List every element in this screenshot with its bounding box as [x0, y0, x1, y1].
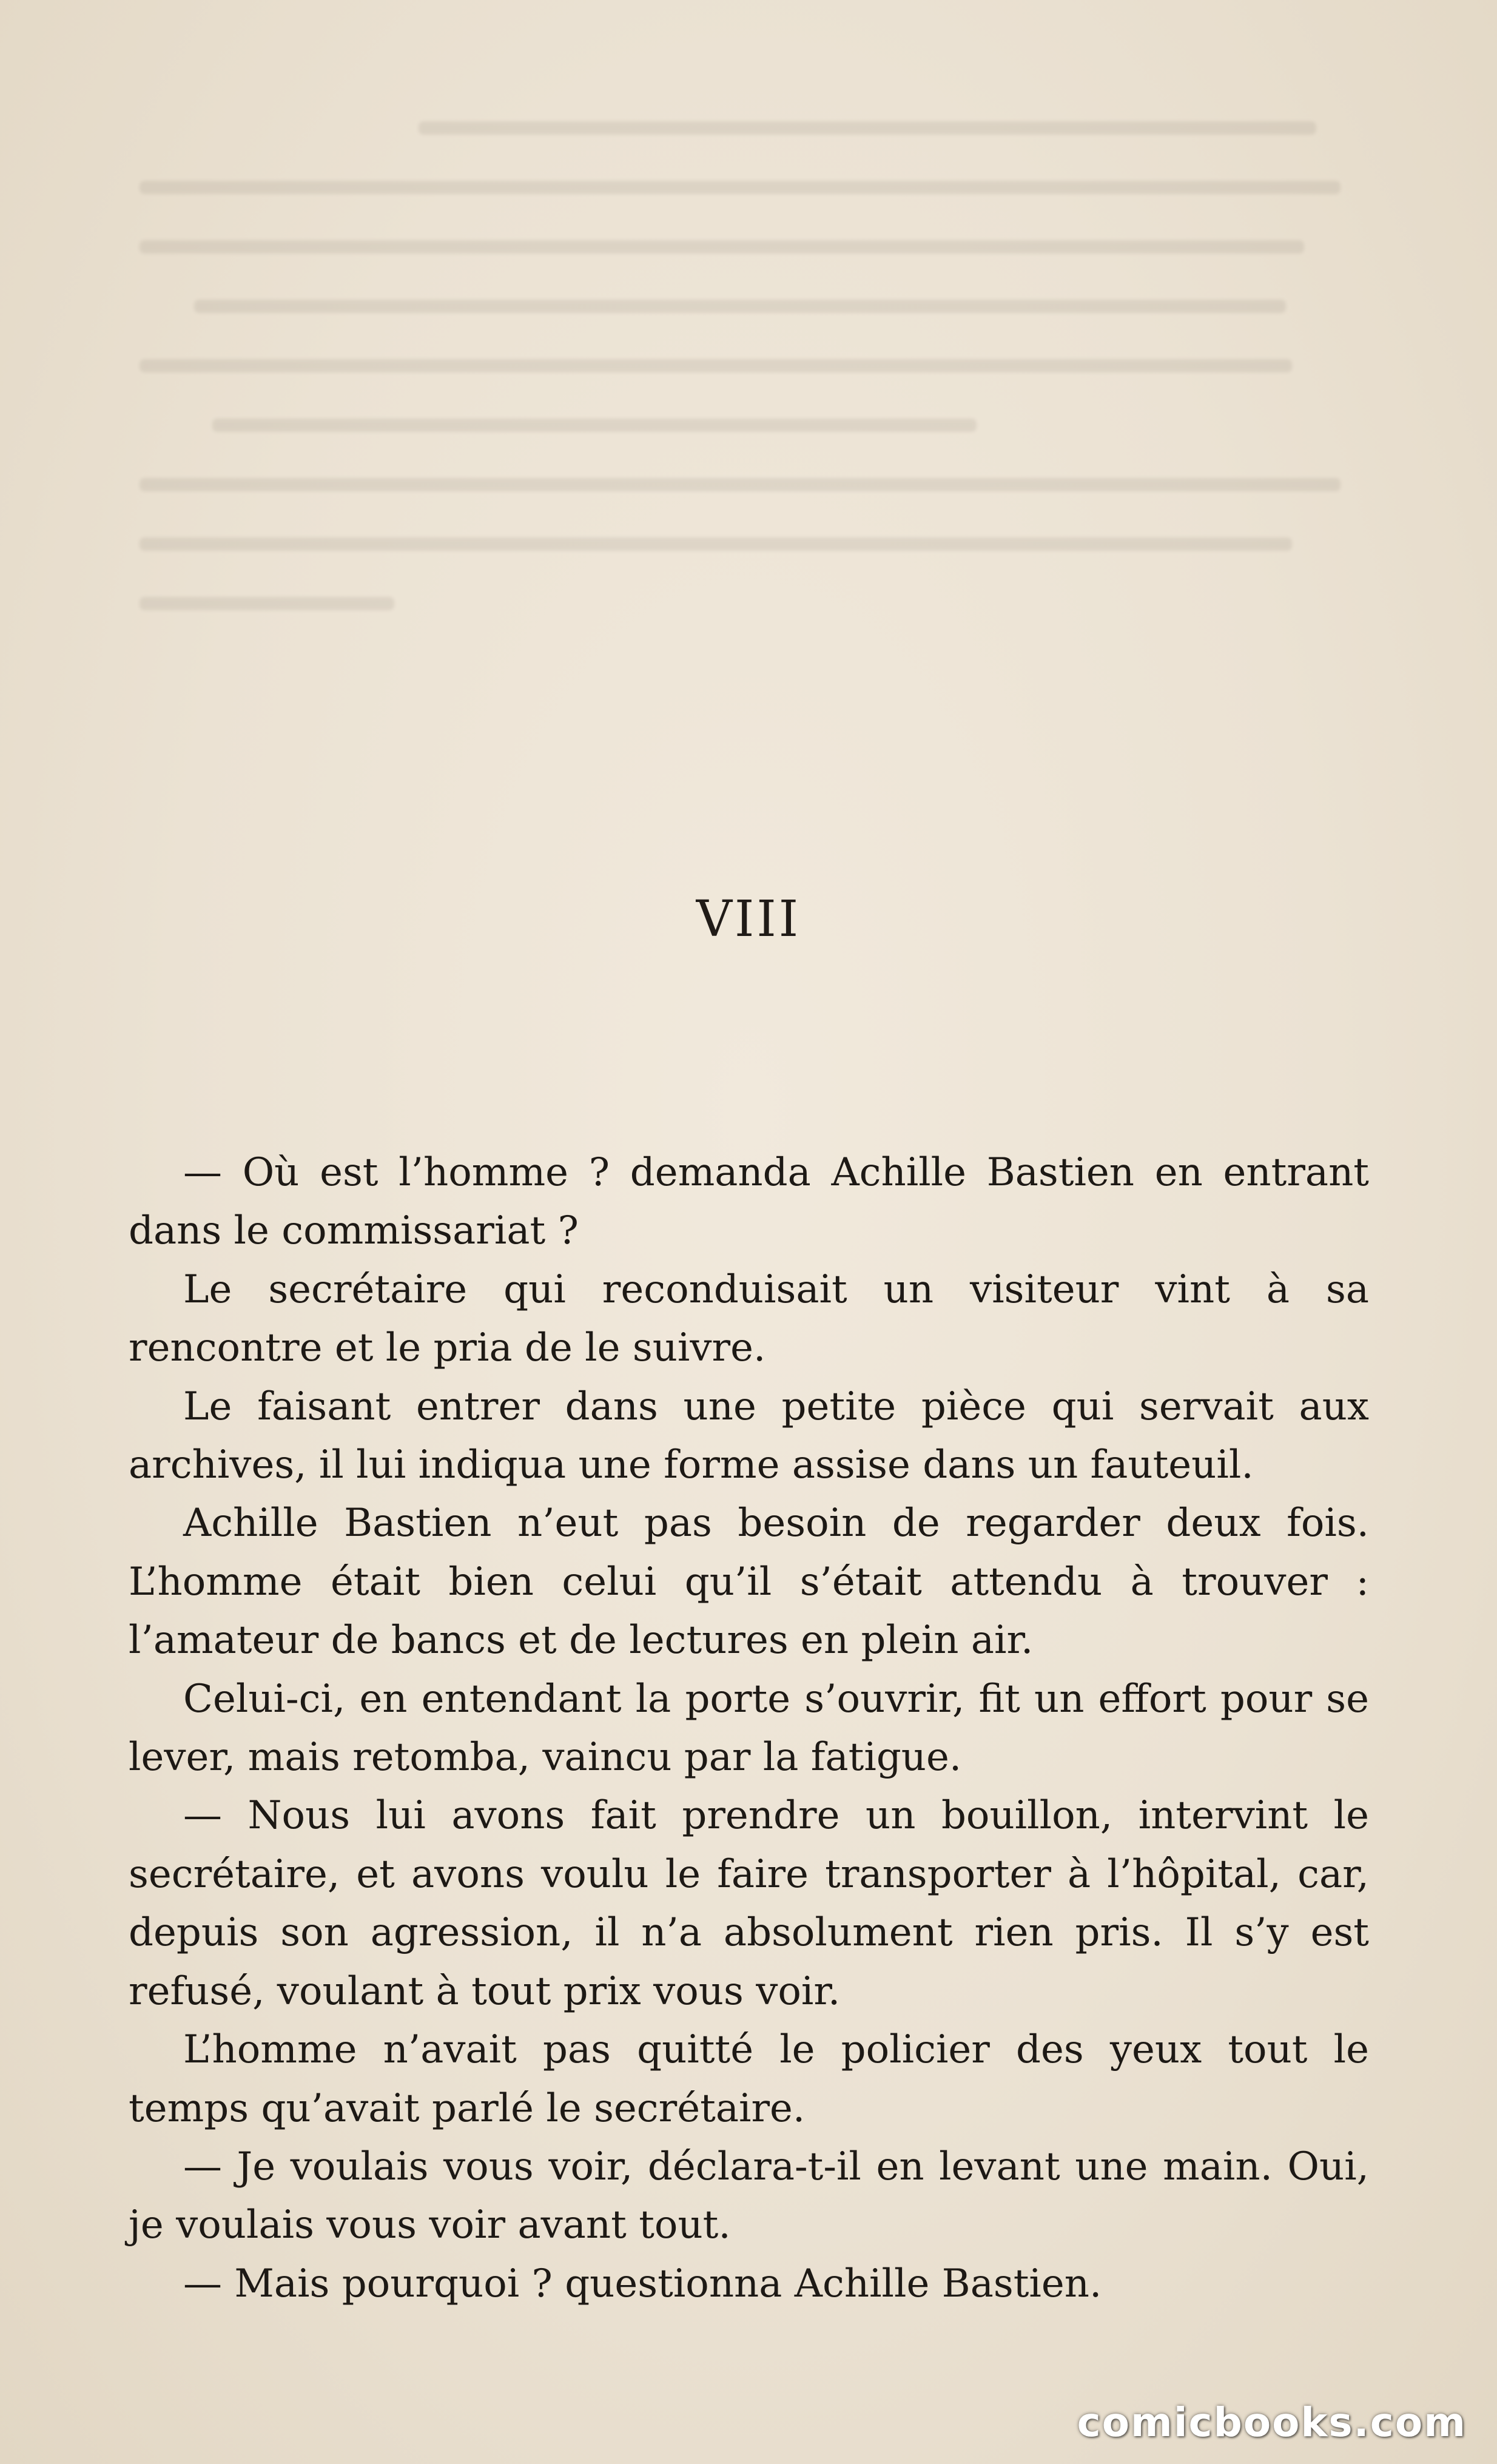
chapter-body-text: [129, 1143, 1369, 2313]
chapter-heading: VIII: [696, 890, 801, 948]
show-through-text-from-reverse-page: [140, 121, 1341, 886]
paragraph: — Nous lui avons fait prendre un bouillon, intervint le secrétaire, et avons voulu le faire transporter à l’hôpital, car, depuis son agression, il n’a absolument rien pris. Il s’y est refusé, voulant à tout prix vous voir.: [129, 1793, 1369, 2014]
paragraph: — Mais pourquoi ? questionna Achille Bastien.: [183, 2261, 1102, 2306]
paragraph: Le faisant entrer dans une petite pièce qui servait aux archives, il lui indiqua une forme assise dans un fauteuil.: [129, 1384, 1369, 1488]
paragraph: Le secrétaire qui reconduisait un visiteur vint à sa rencontre et le pria de le suivre.: [129, 1267, 1369, 1371]
paragraph: — Où est l’homme ? demanda Achille Bastien en entrant dans le commissariat ?: [129, 1150, 1369, 1254]
paragraph: Celui-ci, en entendant la porte s’ouvrir, fit un effort pour se lever, mais retomba, vaincu par la fatigue.: [129, 1676, 1369, 1780]
paragraph: — Je voulais vous voir, déclara-t-il en levant une main. Oui, je voulais vous voir avant tout.: [129, 2144, 1369, 2248]
source-watermark: comicbooks.com: [1077, 2399, 1467, 2446]
paragraph: Achille Bastien n’eut pas besoin de regarder deux fois. L’homme était bien celui qu’il s’était attendu à trouver : l’amateur de bancs et de lectures en plein air.: [129, 1501, 1369, 1663]
paragraph: L’homme n’avait pas quitté le policier des yeux tout le temps qu’avait parlé le secrétaire.: [129, 2027, 1369, 2131]
